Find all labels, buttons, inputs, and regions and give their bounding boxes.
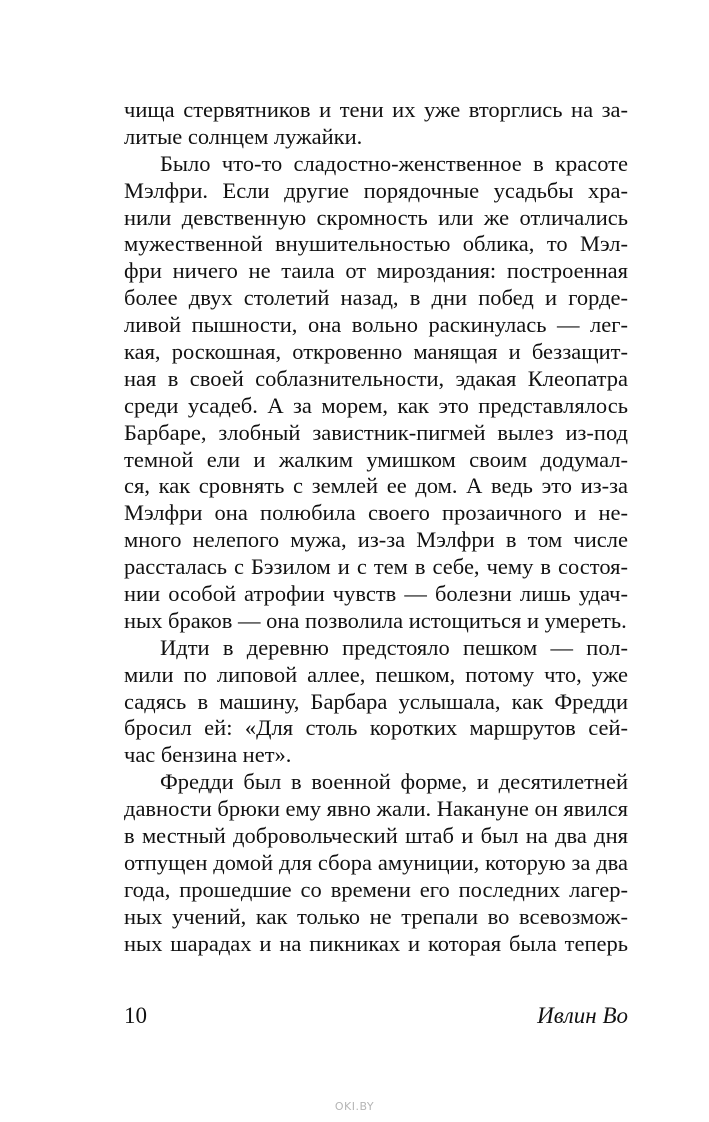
text-line: Барбаре, злобный завистник-пигмей вылез из-под [124, 419, 628, 445]
text-line: ливой пышности, она вольно раскинулась — лег- [124, 312, 628, 338]
text-line: мили по липовой аллее, пешком, потому что, уже [124, 661, 628, 687]
text-line: ных шарадах и на пикниках и которая была теперь [124, 930, 628, 956]
text-line: нии особой атрофии чувств — болезни лишь удач- [124, 581, 628, 607]
text-line: нили девственную скромность или же отличались [124, 204, 628, 230]
paragraph [124, 97, 628, 151]
text-line: фри ничего не таила от мироздания: построенная [124, 258, 628, 284]
text-line: отпущен домой для сбора амуниции, которую за два [124, 849, 628, 875]
text-line: Было что-то сладостно-женственное в красоте [160, 150, 628, 176]
paragraph [124, 635, 628, 769]
text-line: года, прошедшие со времени его последних лагер- [124, 876, 628, 902]
text-line: давности брюки ему явно жали. Накануне он явился [124, 796, 628, 822]
text-line: Фредди был в военной форме, и десятилетней [160, 769, 628, 795]
page-number: 10 [124, 1003, 147, 1028]
text-line: в местный добровольческий штаб и был на два дня [124, 823, 628, 849]
text-line: час бензина нет». [124, 742, 292, 768]
text-line: ная в своей соблазнительности, эдакая Клеопатра [124, 365, 628, 391]
text-line: рассталась с Бэзилом и с тем в себе, чему в состоя- [124, 554, 628, 580]
text-line: садясь в машину, Барбара услышала, как Фредди [124, 688, 628, 714]
text-line: кая, роскошная, откровенно манящая и беззащит- [124, 339, 628, 365]
text-line: много нелепого мужа, из-за Мэлфри в том числе [124, 527, 628, 553]
text-line: ных учений, как только не трепали во всевозмож- [124, 903, 628, 929]
text-line: бросил ей: «Для столь коротких маршрутов сей- [124, 715, 628, 741]
running-footer-author: Ивлин Во [537, 1003, 628, 1028]
text-line: чища стервятников и тени их уже вторглись на за- [124, 97, 628, 122]
text-line: ных браков — она позволила истощиться и умереть. [124, 607, 627, 633]
paragraph [124, 769, 628, 957]
text-line: Мэлфри. Если другие порядочные усадьбы хра- [124, 177, 628, 203]
text-line: Мэлфри она полюбила своего прозаичного и не- [124, 500, 628, 526]
paragraph [124, 151, 628, 635]
watermark: OKI.BY [334, 1100, 375, 1113]
text-line: ся, как сровнять с землей ее дом. А ведь это из-за [124, 473, 628, 499]
text-line: Идти в деревню предстояло пешком — пол- [160, 634, 628, 660]
text-line: среди усадеб. А за морем, как это представлялось [124, 392, 628, 418]
text-line: более двух столетий назад, в дни побед и горде- [124, 285, 628, 311]
text-line: литые солнцем лужайки. [124, 123, 363, 149]
body-text [124, 97, 628, 958]
text-line: темной ели и жалким умишком своим додумал- [124, 446, 628, 472]
text-line: мужественной внушительностью облика, то Мэл- [124, 231, 628, 257]
